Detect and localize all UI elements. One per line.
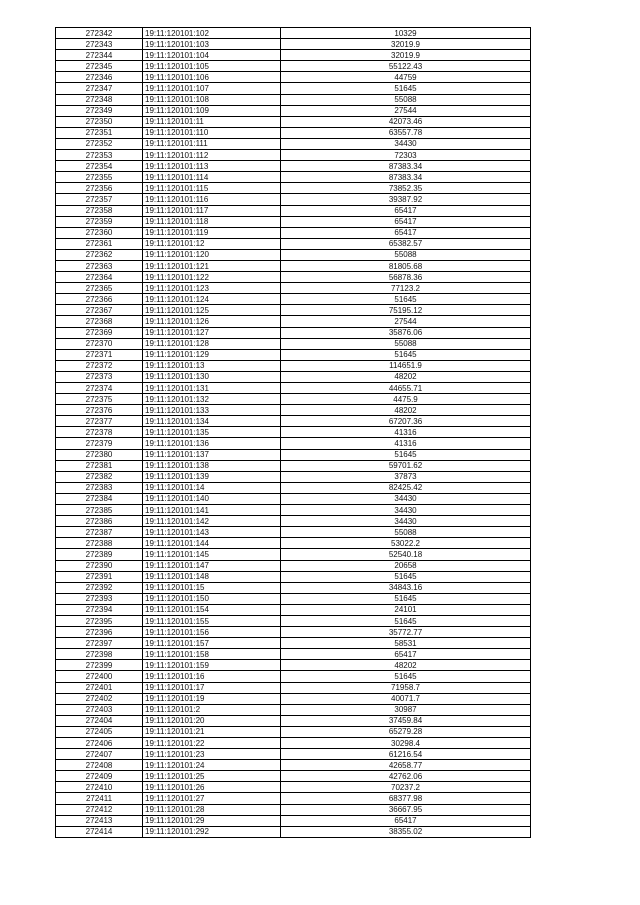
cadastral-number-cell: 19:11:120101:26 <box>143 782 281 793</box>
table-row <box>56 760 531 771</box>
value-cell: 41316 <box>281 438 531 449</box>
value-cell: 65417 <box>281 205 531 216</box>
table-row <box>56 582 531 593</box>
value-cell: 58531 <box>281 638 531 649</box>
record-id-cell: 272398 <box>56 649 143 660</box>
cadastral-number-cell: 19:11:120101:135 <box>143 427 281 438</box>
cadastral-number-cell: 19:11:120101:292 <box>143 826 281 837</box>
record-id-cell: 272347 <box>56 83 143 94</box>
record-id-cell: 272407 <box>56 749 143 760</box>
cadastral-number-cell: 19:11:120101:103 <box>143 39 281 50</box>
record-id-cell: 272355 <box>56 172 143 183</box>
table-row <box>56 205 531 216</box>
table-row <box>56 83 531 94</box>
record-id-cell: 272405 <box>56 726 143 737</box>
value-cell: 48202 <box>281 371 531 382</box>
cadastral-value-table <box>55 27 531 838</box>
table-row <box>56 127 531 138</box>
table-row <box>56 604 531 615</box>
table-row <box>56 183 531 194</box>
value-cell: 55088 <box>281 94 531 105</box>
value-cell: 10329 <box>281 28 531 39</box>
table-row <box>56 338 531 349</box>
cadastral-number-cell: 19:11:120101:19 <box>143 693 281 704</box>
table-row <box>56 505 531 516</box>
table-row <box>56 793 531 804</box>
record-id-cell: 272387 <box>56 527 143 538</box>
value-cell: 51645 <box>281 671 531 682</box>
record-id-cell: 272380 <box>56 449 143 460</box>
record-id-cell: 272366 <box>56 294 143 305</box>
table-row <box>56 216 531 227</box>
cadastral-number-cell: 19:11:120101:128 <box>143 338 281 349</box>
cadastral-number-cell: 19:11:120101:17 <box>143 682 281 693</box>
table-row <box>56 360 531 371</box>
value-cell: 82425.42 <box>281 482 531 493</box>
value-cell: 65382.57 <box>281 238 531 249</box>
cadastral-number-cell: 19:11:120101:15 <box>143 582 281 593</box>
value-cell: 63557.78 <box>281 127 531 138</box>
record-id-cell: 272384 <box>56 493 143 504</box>
cadastral-number-cell: 19:11:120101:28 <box>143 804 281 815</box>
value-cell: 34843.16 <box>281 582 531 593</box>
table-row <box>56 560 531 571</box>
value-cell: 35876.06 <box>281 327 531 338</box>
cadastral-number-cell: 19:11:120101:111 <box>143 138 281 149</box>
cadastral-number-cell: 19:11:120101:147 <box>143 560 281 571</box>
cadastral-number-cell: 19:11:120101:132 <box>143 394 281 405</box>
value-cell: 42073.46 <box>281 116 531 127</box>
record-id-cell: 272373 <box>56 371 143 382</box>
value-cell: 61216.54 <box>281 749 531 760</box>
record-id-cell: 272361 <box>56 238 143 249</box>
value-cell: 55088 <box>281 338 531 349</box>
cadastral-number-cell: 19:11:120101:140 <box>143 493 281 504</box>
cadastral-number-cell: 19:11:120101:16 <box>143 671 281 682</box>
value-cell: 65417 <box>281 227 531 238</box>
cadastral-number-cell: 19:11:120101:117 <box>143 205 281 216</box>
cadastral-number-cell: 19:11:120101:127 <box>143 327 281 338</box>
record-id-cell: 272359 <box>56 216 143 227</box>
record-id-cell: 272362 <box>56 249 143 260</box>
table-row <box>56 260 531 271</box>
record-id-cell: 272367 <box>56 305 143 316</box>
table-row <box>56 50 531 61</box>
value-cell: 51645 <box>281 83 531 94</box>
table-row <box>56 715 531 726</box>
cadastral-number-cell: 19:11:120101:122 <box>143 272 281 283</box>
table-row <box>56 571 531 582</box>
cadastral-number-cell: 19:11:120101:142 <box>143 516 281 527</box>
table-row <box>56 482 531 493</box>
record-id-cell: 272356 <box>56 183 143 194</box>
table-row <box>56 116 531 127</box>
cadastral-number-cell: 19:11:120101:125 <box>143 305 281 316</box>
table-row <box>56 105 531 116</box>
value-cell: 4475.9 <box>281 394 531 405</box>
table-row <box>56 238 531 249</box>
record-id-cell: 272350 <box>56 116 143 127</box>
value-cell: 65417 <box>281 815 531 826</box>
table-row <box>56 161 531 172</box>
value-cell: 77123.2 <box>281 283 531 294</box>
record-id-cell: 272412 <box>56 804 143 815</box>
cadastral-number-cell: 19:11:120101:116 <box>143 194 281 205</box>
record-id-cell: 272403 <box>56 704 143 715</box>
table-row <box>56 272 531 283</box>
cadastral-number-cell: 19:11:120101:130 <box>143 371 281 382</box>
table-row <box>56 771 531 782</box>
value-cell: 34430 <box>281 516 531 527</box>
table-row <box>56 516 531 527</box>
value-cell: 55088 <box>281 249 531 260</box>
cadastral-number-cell: 19:11:120101:14 <box>143 482 281 493</box>
record-id-cell: 272370 <box>56 338 143 349</box>
value-cell: 55122.43 <box>281 61 531 72</box>
value-cell: 48202 <box>281 660 531 671</box>
cadastral-number-cell: 19:11:120101:155 <box>143 615 281 626</box>
record-id-cell: 272349 <box>56 105 143 116</box>
cadastral-number-cell: 19:11:120101:115 <box>143 183 281 194</box>
record-id-cell: 272383 <box>56 482 143 493</box>
record-id-cell: 272399 <box>56 660 143 671</box>
value-cell: 34430 <box>281 505 531 516</box>
record-id-cell: 272358 <box>56 205 143 216</box>
value-cell: 42762.06 <box>281 771 531 782</box>
record-id-cell: 272395 <box>56 615 143 626</box>
value-cell: 30298.4 <box>281 738 531 749</box>
record-id-cell: 272345 <box>56 61 143 72</box>
table-row <box>56 39 531 50</box>
table-row <box>56 649 531 660</box>
record-id-cell: 272372 <box>56 360 143 371</box>
cadastral-number-cell: 19:11:120101:138 <box>143 460 281 471</box>
value-cell: 73852.35 <box>281 183 531 194</box>
record-id-cell: 272342 <box>56 28 143 39</box>
value-cell: 114651.9 <box>281 360 531 371</box>
cadastral-number-cell: 19:11:120101:118 <box>143 216 281 227</box>
value-cell: 27544 <box>281 105 531 116</box>
value-cell: 48202 <box>281 405 531 416</box>
record-id-cell: 272377 <box>56 416 143 427</box>
value-cell: 75195.12 <box>281 305 531 316</box>
cadastral-number-cell: 19:11:120101:109 <box>143 105 281 116</box>
cadastral-number-cell: 19:11:120101:134 <box>143 416 281 427</box>
cadastral-number-cell: 19:11:120101:25 <box>143 771 281 782</box>
record-id-cell: 272414 <box>56 826 143 837</box>
value-cell: 55088 <box>281 527 531 538</box>
table-row <box>56 704 531 715</box>
table-row <box>56 638 531 649</box>
cadastral-number-cell: 19:11:120101:131 <box>143 383 281 394</box>
table-row <box>56 283 531 294</box>
cadastral-number-cell: 19:11:120101:23 <box>143 749 281 760</box>
table-row <box>56 726 531 737</box>
value-cell: 27544 <box>281 316 531 327</box>
table-row <box>56 349 531 360</box>
table-row <box>56 815 531 826</box>
cadastral-number-cell: 19:11:120101:137 <box>143 449 281 460</box>
record-id-cell: 272346 <box>56 72 143 83</box>
value-cell: 44759 <box>281 72 531 83</box>
cadastral-number-cell: 19:11:120101:114 <box>143 172 281 183</box>
value-cell: 37873 <box>281 471 531 482</box>
record-id-cell: 272357 <box>56 194 143 205</box>
cadastral-number-cell: 19:11:120101:113 <box>143 161 281 172</box>
record-id-cell: 272353 <box>56 150 143 161</box>
table-row <box>56 316 531 327</box>
table-row <box>56 416 531 427</box>
record-id-cell: 272389 <box>56 549 143 560</box>
record-id-cell: 272351 <box>56 127 143 138</box>
table-row <box>56 782 531 793</box>
record-id-cell: 272397 <box>56 638 143 649</box>
value-cell: 65417 <box>281 649 531 660</box>
table-row <box>56 383 531 394</box>
value-cell: 67207.36 <box>281 416 531 427</box>
record-id-cell: 272369 <box>56 327 143 338</box>
value-cell: 70237.2 <box>281 782 531 793</box>
value-cell: 65417 <box>281 216 531 227</box>
table-row <box>56 138 531 149</box>
cadastral-number-cell: 19:11:120101:11 <box>143 116 281 127</box>
table-row <box>56 371 531 382</box>
table-body <box>56 28 531 838</box>
cadastral-number-cell: 19:11:120101:119 <box>143 227 281 238</box>
record-id-cell: 272364 <box>56 272 143 283</box>
table-row <box>56 538 531 549</box>
cadastral-number-cell: 19:11:120101:2 <box>143 704 281 715</box>
table-row <box>56 493 531 504</box>
value-cell: 51645 <box>281 294 531 305</box>
value-cell: 20658 <box>281 560 531 571</box>
value-cell: 87383.34 <box>281 172 531 183</box>
record-id-cell: 272368 <box>56 316 143 327</box>
record-id-cell: 272378 <box>56 427 143 438</box>
value-cell: 35772.77 <box>281 627 531 638</box>
value-cell: 72303 <box>281 150 531 161</box>
table-row <box>56 471 531 482</box>
record-id-cell: 272413 <box>56 815 143 826</box>
value-cell: 81805.68 <box>281 260 531 271</box>
cadastral-number-cell: 19:11:120101:22 <box>143 738 281 749</box>
record-id-cell: 272352 <box>56 138 143 149</box>
cadastral-number-cell: 19:11:120101:106 <box>143 72 281 83</box>
record-id-cell: 272390 <box>56 560 143 571</box>
cadastral-number-cell: 19:11:120101:27 <box>143 793 281 804</box>
record-id-cell: 272401 <box>56 682 143 693</box>
value-cell: 41316 <box>281 427 531 438</box>
cadastral-number-cell: 19:11:120101:141 <box>143 505 281 516</box>
table-row <box>56 249 531 260</box>
table-row <box>56 394 531 405</box>
record-id-cell: 272402 <box>56 693 143 704</box>
table-row <box>56 294 531 305</box>
value-cell: 34430 <box>281 493 531 504</box>
value-cell: 51645 <box>281 571 531 582</box>
cadastral-number-cell: 19:11:120101:129 <box>143 349 281 360</box>
record-id-cell: 272410 <box>56 782 143 793</box>
record-id-cell: 272371 <box>56 349 143 360</box>
cadastral-number-cell: 19:11:120101:12 <box>143 238 281 249</box>
cadastral-number-cell: 19:11:120101:126 <box>143 316 281 327</box>
value-cell: 30987 <box>281 704 531 715</box>
table-row <box>56 804 531 815</box>
cadastral-number-cell: 19:11:120101:120 <box>143 249 281 260</box>
table-row <box>56 460 531 471</box>
table-row <box>56 660 531 671</box>
record-id-cell: 272400 <box>56 671 143 682</box>
value-cell: 51645 <box>281 615 531 626</box>
record-id-cell: 272360 <box>56 227 143 238</box>
cadastral-number-cell: 19:11:120101:108 <box>143 94 281 105</box>
cadastral-number-cell: 19:11:120101:133 <box>143 405 281 416</box>
value-cell: 34430 <box>281 138 531 149</box>
value-cell: 24101 <box>281 604 531 615</box>
record-id-cell: 272385 <box>56 505 143 516</box>
table-row <box>56 671 531 682</box>
record-id-cell: 272344 <box>56 50 143 61</box>
cadastral-number-cell: 19:11:120101:156 <box>143 627 281 638</box>
record-id-cell: 272354 <box>56 161 143 172</box>
cadastral-number-cell: 19:11:120101:148 <box>143 571 281 582</box>
value-cell: 44655.71 <box>281 383 531 394</box>
value-cell: 51645 <box>281 593 531 604</box>
record-id-cell: 272376 <box>56 405 143 416</box>
record-id-cell: 272382 <box>56 471 143 482</box>
record-id-cell: 272394 <box>56 604 143 615</box>
table-row <box>56 150 531 161</box>
value-cell: 37459.84 <box>281 715 531 726</box>
table-row <box>56 826 531 837</box>
record-id-cell: 272343 <box>56 39 143 50</box>
table-row <box>56 72 531 83</box>
cadastral-number-cell: 19:11:120101:21 <box>143 726 281 737</box>
table-row <box>56 405 531 416</box>
cadastral-number-cell: 19:11:120101:123 <box>143 283 281 294</box>
value-cell: 38355.02 <box>281 826 531 837</box>
cadastral-number-cell: 19:11:120101:105 <box>143 61 281 72</box>
table-row <box>56 749 531 760</box>
cadastral-number-cell: 19:11:120101:159 <box>143 660 281 671</box>
table-row <box>56 693 531 704</box>
cadastral-number-cell: 19:11:120101:144 <box>143 538 281 549</box>
value-cell: 52540.18 <box>281 549 531 560</box>
value-cell: 53022.2 <box>281 538 531 549</box>
record-id-cell: 272396 <box>56 627 143 638</box>
table-row <box>56 593 531 604</box>
record-id-cell: 272411 <box>56 793 143 804</box>
cadastral-number-cell: 19:11:120101:110 <box>143 127 281 138</box>
value-cell: 39387.92 <box>281 194 531 205</box>
record-id-cell: 272365 <box>56 283 143 294</box>
record-id-cell: 272391 <box>56 571 143 582</box>
table-row <box>56 94 531 105</box>
value-cell: 56878.36 <box>281 272 531 283</box>
cadastral-number-cell: 19:11:120101:154 <box>143 604 281 615</box>
value-cell: 71958.7 <box>281 682 531 693</box>
cadastral-number-cell: 19:11:120101:150 <box>143 593 281 604</box>
cadastral-number-cell: 19:11:120101:24 <box>143 760 281 771</box>
record-id-cell: 272392 <box>56 582 143 593</box>
value-cell: 32019.9 <box>281 50 531 61</box>
value-cell: 51645 <box>281 449 531 460</box>
record-id-cell: 272381 <box>56 460 143 471</box>
table-row <box>56 682 531 693</box>
table-row <box>56 305 531 316</box>
cadastral-number-cell: 19:11:120101:158 <box>143 649 281 660</box>
value-cell: 51645 <box>281 349 531 360</box>
value-cell: 68377.98 <box>281 793 531 804</box>
cadastral-number-cell: 19:11:120101:13 <box>143 360 281 371</box>
table-row <box>56 549 531 560</box>
cadastral-number-cell: 19:11:120101:139 <box>143 471 281 482</box>
table-row <box>56 194 531 205</box>
cadastral-number-cell: 19:11:120101:104 <box>143 50 281 61</box>
record-id-cell: 272408 <box>56 760 143 771</box>
record-id-cell: 272363 <box>56 260 143 271</box>
table-row <box>56 28 531 39</box>
table-row <box>56 738 531 749</box>
record-id-cell: 272393 <box>56 593 143 604</box>
record-id-cell: 272388 <box>56 538 143 549</box>
cadastral-number-cell: 19:11:120101:157 <box>143 638 281 649</box>
value-cell: 32019.9 <box>281 39 531 50</box>
cadastral-number-cell: 19:11:120101:102 <box>143 28 281 39</box>
record-id-cell: 272374 <box>56 383 143 394</box>
table-row <box>56 61 531 72</box>
record-id-cell: 272386 <box>56 516 143 527</box>
table-row <box>56 527 531 538</box>
record-id-cell: 272348 <box>56 94 143 105</box>
cadastral-number-cell: 19:11:120101:20 <box>143 715 281 726</box>
cadastral-number-cell: 19:11:120101:143 <box>143 527 281 538</box>
table-row <box>56 172 531 183</box>
cadastral-number-cell: 19:11:120101:107 <box>143 83 281 94</box>
record-id-cell: 272375 <box>56 394 143 405</box>
value-cell: 87383.34 <box>281 161 531 172</box>
record-id-cell: 272379 <box>56 438 143 449</box>
table-row <box>56 427 531 438</box>
value-cell: 42658.77 <box>281 760 531 771</box>
record-id-cell: 272404 <box>56 715 143 726</box>
value-cell: 59701.62 <box>281 460 531 471</box>
cadastral-number-cell: 19:11:120101:121 <box>143 260 281 271</box>
table-row <box>56 327 531 338</box>
table-row <box>56 615 531 626</box>
table-row <box>56 438 531 449</box>
record-id-cell: 272409 <box>56 771 143 782</box>
value-cell: 40071.7 <box>281 693 531 704</box>
cadastral-number-cell: 19:11:120101:112 <box>143 150 281 161</box>
cadastral-number-cell: 19:11:120101:136 <box>143 438 281 449</box>
cadastral-number-cell: 19:11:120101:124 <box>143 294 281 305</box>
table-row <box>56 227 531 238</box>
cadastral-number-cell: 19:11:120101:145 <box>143 549 281 560</box>
record-id-cell: 272406 <box>56 738 143 749</box>
value-cell: 65279.28 <box>281 726 531 737</box>
cadastral-number-cell: 19:11:120101:29 <box>143 815 281 826</box>
value-cell: 36667.95 <box>281 804 531 815</box>
table-row <box>56 627 531 638</box>
table-row <box>56 449 531 460</box>
